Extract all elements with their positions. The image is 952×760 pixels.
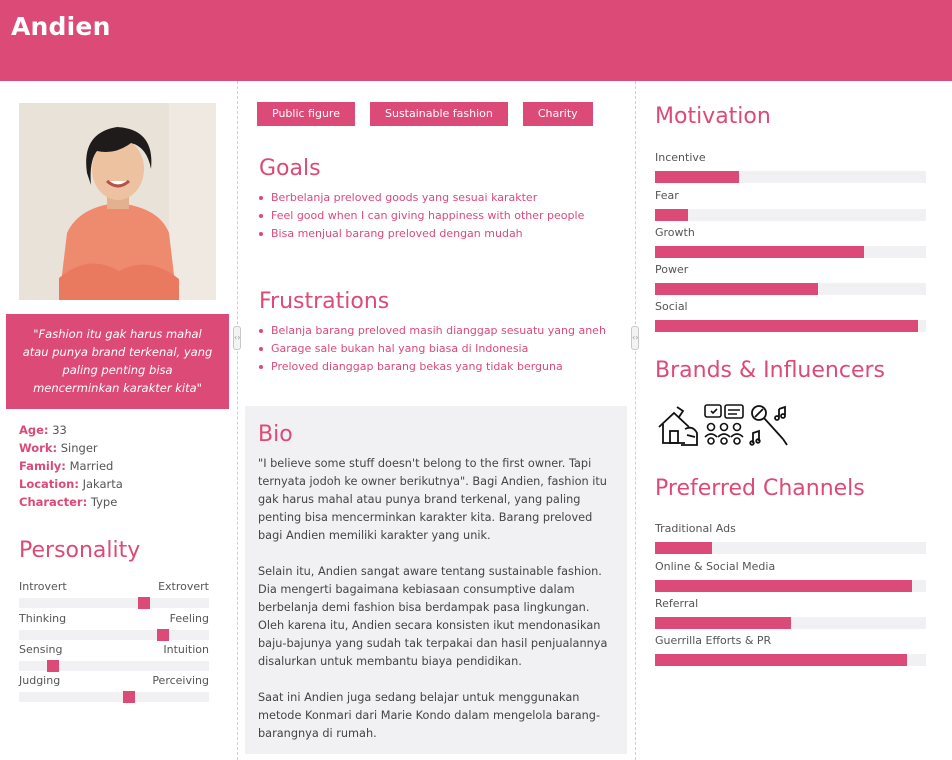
bar-label: Fear bbox=[655, 189, 679, 202]
bar-track bbox=[655, 246, 926, 258]
motivation-bar bbox=[655, 263, 926, 295]
fact-value: Married bbox=[69, 459, 114, 473]
trait-slider-track bbox=[19, 692, 209, 702]
channel-bar bbox=[655, 597, 926, 629]
goal-item: Bisa menjual barang preloved dengan mudah bbox=[258, 225, 584, 243]
bar-fill bbox=[655, 617, 791, 629]
fact-label: Location: bbox=[19, 477, 79, 491]
trait-left-label: Thinking bbox=[19, 612, 67, 625]
trait-right-label: Intuition bbox=[163, 643, 209, 656]
frustration-item: Garage sale bukan hal yang biasa di Indonesia bbox=[258, 340, 606, 358]
fact-location bbox=[19, 475, 123, 493]
bar-label: Referral bbox=[655, 597, 699, 610]
motivation-bar bbox=[655, 151, 926, 183]
fact-label: Family: bbox=[19, 459, 66, 473]
tag-sustainable-fashion[interactable]: Sustainable fashion bbox=[370, 102, 508, 126]
persona-quote: "Fashion itu gak harus mahal atau punya brand terkenal, yang paling penting bisa mencerminkan karakter kita" bbox=[6, 314, 229, 409]
bar-label: Traditional Ads bbox=[655, 522, 736, 535]
bar-fill bbox=[655, 320, 918, 332]
bar-track bbox=[655, 617, 926, 629]
bar-label: Social bbox=[655, 300, 688, 313]
personality-trait bbox=[19, 674, 209, 702]
bar-track bbox=[655, 171, 926, 183]
personality-title: Personality bbox=[19, 538, 141, 563]
fact-work bbox=[19, 439, 123, 457]
community-chat-icon bbox=[703, 403, 745, 447]
trait-slider-track bbox=[19, 630, 209, 640]
column-divider-left bbox=[237, 81, 238, 760]
trait-left-label: Introvert bbox=[19, 580, 67, 593]
bar-fill bbox=[655, 246, 864, 258]
bar-track bbox=[655, 320, 926, 332]
bio-title: Bio bbox=[258, 422, 293, 447]
persona-name: Andien bbox=[11, 12, 111, 41]
trait-right-label: Feeling bbox=[169, 612, 209, 625]
motivation-title: Motivation bbox=[655, 104, 771, 129]
bar-label: Incentive bbox=[655, 151, 706, 164]
fact-value: 33 bbox=[52, 423, 67, 437]
channel-bar bbox=[655, 522, 926, 554]
goal-item: Berbelanja preloved goods yang sesuai karakter bbox=[258, 189, 584, 207]
goals-list bbox=[258, 189, 584, 243]
persona-facts bbox=[19, 421, 123, 511]
goals-title: Goals bbox=[259, 156, 321, 181]
brands-title: Brands & Influencers bbox=[655, 358, 885, 383]
frustrations-title: Frustrations bbox=[259, 289, 390, 314]
bio-text bbox=[258, 455, 618, 760]
bar-fill bbox=[655, 209, 688, 221]
bar-label: Power bbox=[655, 263, 689, 276]
resize-handle-left[interactable]: ‹› bbox=[233, 326, 241, 350]
frustration-item: Belanja barang preloved masih dianggap sesuatu yang aneh bbox=[258, 322, 606, 340]
bar-fill bbox=[655, 542, 712, 554]
personality-trait bbox=[19, 580, 209, 608]
trait-slider-track bbox=[19, 598, 209, 608]
bar-track bbox=[655, 580, 926, 592]
personality-trait bbox=[19, 612, 209, 640]
motivation-bar bbox=[655, 226, 926, 258]
bar-fill bbox=[655, 580, 912, 592]
fact-character bbox=[19, 493, 123, 511]
bio-paragraph: Selain itu, Andien sangat aware tentang sustainable fashion. Dia mengerti bagaimana kebiasaan consumptive dalam berbelanja demi fashion bisa berdampak pasa lingkungan. Oleh karena itu, Andien secara konsisten ikut mendonasikan baju-bajunya yang sudah tak terpakai dan hasil penjualannya disalurkan untuk membantu biaya pendidikan. bbox=[258, 565, 608, 668]
trait-left-label: Sensing bbox=[19, 643, 63, 656]
bar-label: Growth bbox=[655, 226, 695, 239]
motivation-bar bbox=[655, 300, 926, 332]
trait-slider-knob[interactable] bbox=[47, 660, 59, 672]
trait-slider-knob[interactable] bbox=[157, 629, 169, 641]
fact-value: Jakarta bbox=[82, 477, 123, 491]
bar-label: Guerrilla Efforts & PR bbox=[655, 634, 772, 647]
fact-label: Work: bbox=[19, 441, 58, 455]
column-divider-right bbox=[635, 81, 636, 760]
bar-fill bbox=[655, 283, 818, 295]
fact-label: Age: bbox=[19, 423, 49, 437]
bar-fill bbox=[655, 171, 739, 183]
bar-fill bbox=[655, 654, 907, 666]
frustration-item: Preloved dianggap barang bekas yang tidak berguna bbox=[258, 358, 606, 376]
bar-track bbox=[655, 542, 926, 554]
trait-left-label: Judging bbox=[19, 674, 61, 687]
trait-slider-knob[interactable] bbox=[123, 691, 135, 703]
fact-value: Singer bbox=[60, 441, 98, 455]
microphone-music-icon bbox=[749, 403, 793, 447]
frustrations-list bbox=[258, 322, 606, 376]
channel-bar bbox=[655, 634, 926, 666]
fact-age bbox=[19, 421, 123, 439]
bar-label: Online & Social Media bbox=[655, 560, 776, 573]
tag-public-figure[interactable]: Public figure bbox=[257, 102, 355, 126]
tag-charity[interactable]: Charity bbox=[523, 102, 593, 126]
goal-item: Feel good when I can giving happiness with other people bbox=[258, 207, 584, 225]
tag-list bbox=[257, 102, 608, 126]
fact-value: Type bbox=[90, 495, 118, 509]
bar-track bbox=[655, 283, 926, 295]
header-bar bbox=[0, 0, 952, 81]
bar-track bbox=[655, 209, 926, 221]
bar-track bbox=[655, 654, 926, 666]
motivation-bar bbox=[655, 189, 926, 221]
bio-paragraph: "I believe some stuff doesn't belong to the first owner. Tapi ternyata jodoh ke owner berikutnya". Bagi Andien, fashion itu gak harus mahal atau punya brand terkenal, yang paling penting bisa mencerminkan karakter kita. Barang preloved bagi Andien memiliki karakter yang unik. bbox=[258, 457, 607, 542]
channels-title: Preferred Channels bbox=[655, 476, 865, 501]
bio-paragraph: Saat ini Andien juga sedang belajar untuk menggunakan metode Konmari dari Marie Kondo dalam mengelola barang-barangnya di rumah. bbox=[258, 691, 601, 740]
trait-right-label: Extrovert bbox=[158, 580, 209, 593]
bio-panel bbox=[245, 406, 627, 754]
trait-slider-knob[interactable] bbox=[138, 597, 150, 609]
house-donation-icon bbox=[657, 403, 699, 447]
persona-photo bbox=[19, 103, 216, 300]
fact-label: Character: bbox=[19, 495, 88, 509]
trait-slider-track bbox=[19, 661, 209, 671]
trait-right-label: Perceiving bbox=[152, 674, 209, 687]
resize-handle-right[interactable]: ‹› bbox=[631, 326, 639, 350]
channel-bar bbox=[655, 560, 926, 592]
personality-trait bbox=[19, 643, 209, 671]
brand-icons bbox=[657, 403, 797, 447]
fact-family bbox=[19, 457, 123, 475]
